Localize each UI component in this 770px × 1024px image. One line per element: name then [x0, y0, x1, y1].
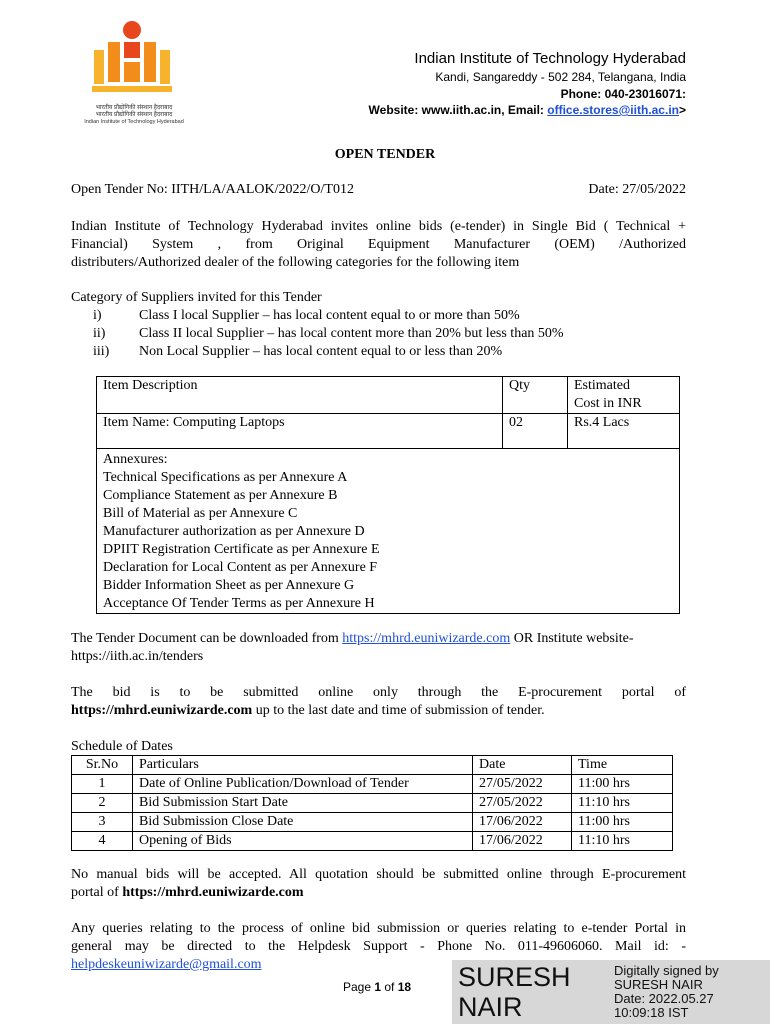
document-title: OPEN TENDER [334, 147, 436, 162]
schedule-date: 17/06/2022 [473, 832, 572, 851]
category-item [71, 325, 686, 343]
header-cost-line2: Cost in INR [574, 396, 642, 411]
logo-caption-english: Indian Institute of Technology Hyderabad [84, 119, 184, 125]
category-text: Class I local Supplier – has local content equal to or more than 50% [139, 308, 520, 323]
website-label: Website: www.iith.ac.in, Email: [368, 103, 548, 117]
euniwizarde-link[interactable]: https://mhrd.euniwizarde.com [342, 631, 511, 646]
schedule-time: 11:00 hrs [572, 813, 673, 832]
signature-details [614, 964, 719, 1020]
signature-signer: SURESH NAIR [614, 977, 703, 992]
download-prefix: The Tender Document can be downloaded from [71, 631, 343, 646]
schedule-date: 27/05/2022 [473, 775, 572, 794]
item-qty-cell: 02 [503, 414, 568, 449]
header-qty: Qty [503, 377, 568, 414]
annexure-line: Technical Specifications as per Annexure A [103, 470, 348, 485]
schedule-srno: 4 [72, 832, 133, 851]
bid-portal-paragraph [71, 684, 686, 720]
logo-caption-hindi-1: भारतीय प्रौद्योगिकी संस्थान हैदराबाद [95, 105, 173, 111]
schedule-particulars: Bid Submission Close Date [133, 813, 473, 832]
annexures-cell [97, 449, 680, 614]
page-prefix: Page [343, 980, 375, 994]
annexure-line: DPIIT Registration Certificate as per Annexure E [103, 542, 380, 557]
tender-date: Date: 27/05/2022 [588, 182, 686, 197]
logo-caption-hindi-2: भारतीय प्रौद्योगिकी संस्थान हैदराबाद [95, 112, 173, 118]
queries-line: general may be directed to the Helpdesk Support - Phone No. 011-49606060. Mail id: - [71, 939, 686, 954]
institute-tenders-url: https://iith.ac.in/tenders [71, 649, 204, 664]
manual-line [71, 884, 686, 902]
queries-line: Any queries relating to the process of online bid submission or queries relating to e-tender Portal in [71, 921, 686, 936]
schedule-particulars: Bid Submission Start Date [133, 794, 473, 813]
table-row [72, 775, 673, 794]
annexure-line: Declaration for Local Content as per Annexure F [103, 560, 378, 575]
bid-portal-line: The bid is to be submitted online only through the E-procurement portal of [71, 685, 686, 700]
category-num: ii) [93, 326, 106, 341]
header-estimated-cost [568, 377, 680, 414]
page-number [343, 980, 411, 994]
table-row [97, 414, 680, 449]
schedule-heading: Schedule of Dates [71, 739, 173, 754]
institute-logo [74, 18, 194, 130]
supplier-categories [71, 289, 686, 361]
manual-portal-url: https://mhrd.euniwizarde.com [122, 885, 304, 900]
header-item-description: Item Description [97, 377, 503, 414]
stores-email-link[interactable]: office.stores@iith.ac.in [547, 103, 679, 117]
signature-time: 10:09:18 IST [614, 1005, 689, 1020]
item-cost-cell: Rs.4 Lacs [568, 414, 680, 449]
categories-heading: Category of Suppliers invited for this Tender [71, 290, 322, 305]
signature-name-line1: SURESH [458, 962, 571, 992]
page-total: 18 [397, 980, 412, 994]
item-name-cell: Item Name: Computing Laptops [97, 414, 503, 449]
annexure-line: Bidder Information Sheet as per Annexure G [103, 578, 355, 593]
annexure-line: Compliance Statement as per Annexure B [103, 488, 338, 503]
portal-url: https://mhrd.euniwizarde.com [71, 703, 253, 718]
manual-bids-paragraph [71, 866, 686, 902]
download-line [71, 630, 686, 648]
schedule-header-particulars: Particulars [133, 756, 473, 775]
tender-number: Open Tender No: IITH/LA/AALOK/2022/O/T012 [71, 182, 354, 197]
table-header-row [97, 377, 680, 414]
annexures-row [97, 449, 680, 614]
schedule-header-srno: Sr.No [72, 756, 133, 775]
table-row [72, 832, 673, 851]
institute-website-email [369, 103, 686, 117]
table-row [72, 794, 673, 813]
category-num: i) [93, 308, 102, 323]
category-text: Non Local Supplier – has local content equal to or less than 20% [139, 344, 503, 359]
intro-paragraph [71, 218, 686, 272]
schedule-table [71, 755, 673, 851]
bid-portal-line [71, 702, 686, 720]
institute-phone: Phone: 040-23016071: [560, 87, 686, 101]
signature-date: Date: 2022.05.27 [614, 991, 714, 1006]
category-num: iii) [93, 344, 110, 359]
helpdesk-email-link[interactable]: helpdeskeuniwizarde@gmail.com [71, 957, 262, 972]
schedule-srno: 1 [72, 775, 133, 794]
annexure-line: Manufacturer authorization as per Annexure D [103, 524, 365, 539]
table-row [72, 813, 673, 832]
schedule-particulars: Opening of Bids [133, 832, 473, 851]
intro-line: Indian Institute of Technology Hyderabad invites online bids (e-tender) in Single Bid ( Technical + [71, 219, 686, 234]
schedule-time: 11:00 hrs [572, 775, 673, 794]
header-cost-line1: Estimated [574, 378, 630, 393]
schedule-srno: 3 [72, 813, 133, 832]
email-suffix: > [678, 103, 686, 117]
intro-line: distributers/Authorized dealer of the following categories for the following item [71, 255, 520, 270]
signature-name-line2: NAIR [458, 992, 523, 1022]
schedule-header-date: Date [473, 756, 572, 775]
annexure-line: Acceptance Of Tender Terms as per Annexure H [103, 596, 375, 611]
schedule-time: 11:10 hrs [572, 794, 673, 813]
download-paragraph [71, 630, 686, 666]
download-suffix: OR Institute website- [510, 631, 634, 646]
schedule-date: 27/05/2022 [473, 794, 572, 813]
category-item [71, 307, 686, 325]
signature-signed-by: Digitally signed by [614, 963, 719, 978]
intro-line: Financial) System , from Original Equipment Manufacturer (OEM) /Authorized [71, 237, 686, 252]
annexure-line: Bill of Material as per Annexure C [103, 506, 298, 521]
schedule-header-row [72, 756, 673, 775]
manual-prefix: portal of [71, 885, 123, 900]
annexure-line: Annexures: [103, 452, 168, 467]
page-current: 1 [374, 980, 382, 994]
category-text: Class II local Supplier – has local content more than 20% but less than 50% [139, 326, 564, 341]
schedule-particulars: Date of Online Publication/Download of Tender [133, 775, 473, 794]
institute-name: Indian Institute of Technology Hyderabad [414, 50, 686, 67]
schedule-srno: 2 [72, 794, 133, 813]
page-of: of [381, 980, 398, 994]
manual-line: No manual bids will be accepted. All quotation should be submitted online through E-procurement [71, 867, 686, 882]
digital-signature-block [452, 960, 770, 1024]
schedule-header-time: Time [572, 756, 673, 775]
schedule-time: 11:10 hrs [572, 832, 673, 851]
category-item [71, 343, 686, 361]
institute-address: Kandi, Sangareddy - 502 284, Telangana, India [435, 70, 686, 84]
iith-emblem-icon [74, 18, 194, 100]
schedule-date: 17/06/2022 [473, 813, 572, 832]
bid-portal-rest: up to the last date and time of submission of tender. [252, 703, 545, 718]
item-table [96, 376, 680, 614]
